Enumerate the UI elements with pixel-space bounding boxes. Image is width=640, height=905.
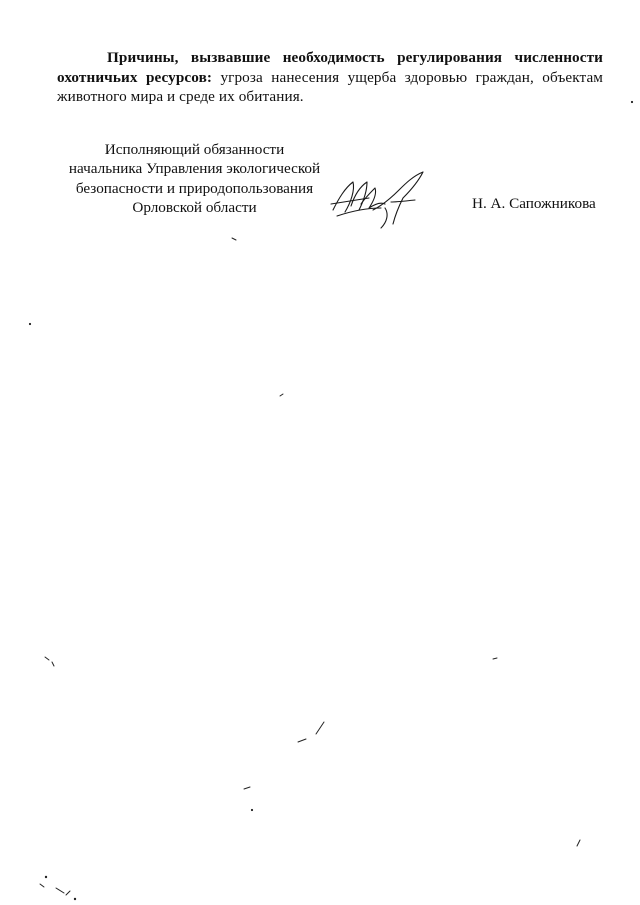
reasons-text: угроза нанесения ущерба здоровью граждан, объектам животного мира и среде их обитания. [57,68,603,106]
handwritten-signature [325,168,435,233]
signatory-name: Н. А. Сапожникова [472,195,596,212]
signatory-position [52,140,337,217]
reasons-paragraph [57,48,603,107]
position-line: безопасности и природопользования [75,179,314,197]
reasons-heading: Причины, вызвавшие необходимость регулирования численности охотничьих ресурсов: [57,49,603,86]
position-line: Исполняющий обязанности [104,141,285,158]
position-line: начальника Управления экологической [68,160,321,178]
position-line: Орловской области [132,198,257,216]
